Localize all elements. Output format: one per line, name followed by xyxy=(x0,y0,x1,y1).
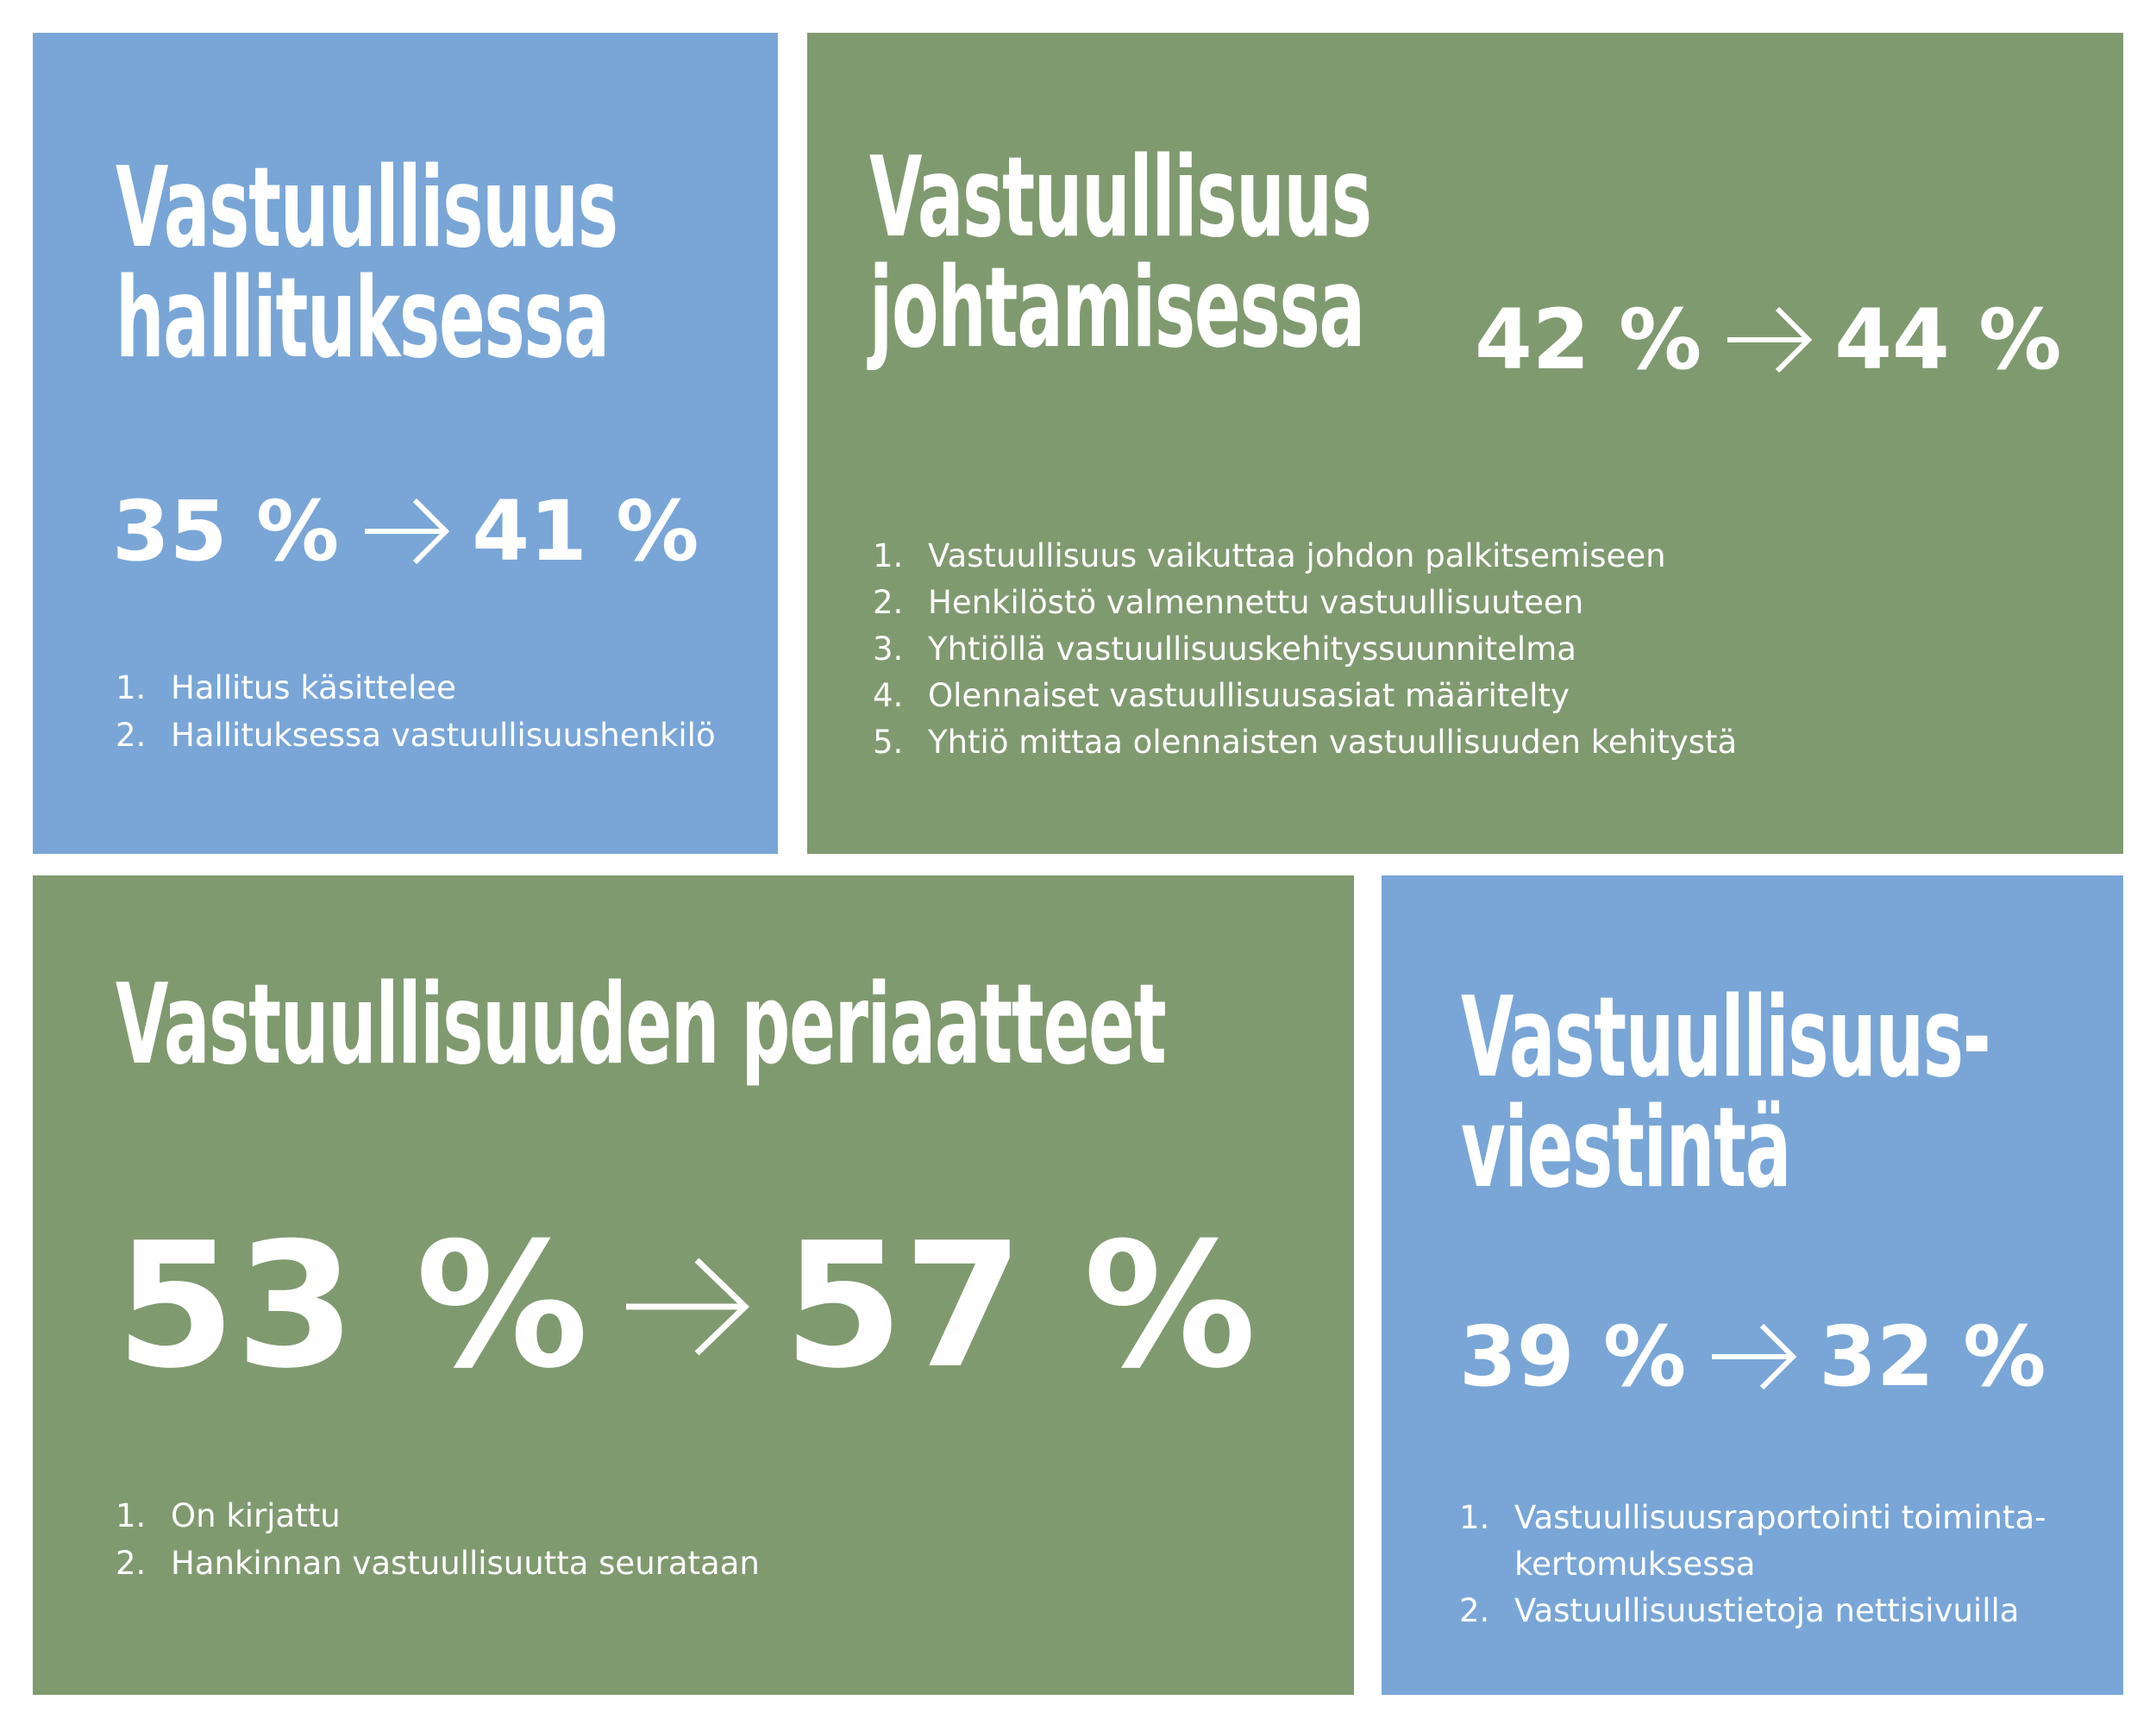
list-text-line: kertomuksessa xyxy=(1514,1546,1756,1583)
panel-principles-stat xyxy=(116,1206,1257,1407)
list-number: 2. xyxy=(1459,1592,1490,1629)
title-line: hallituksessa xyxy=(116,254,609,383)
panel-principles xyxy=(33,875,1354,1695)
list-text xyxy=(1514,1495,2046,1588)
panel-board xyxy=(33,33,778,854)
list-number: 1. xyxy=(116,1497,147,1534)
list-text: Vastuullisuus vaikuttaa johdon palkitsemiseen xyxy=(928,537,1666,574)
list-number: 1. xyxy=(873,537,904,574)
panel-board-title xyxy=(116,144,617,383)
panel-communication-list xyxy=(1459,1495,2046,1634)
title-line: Vastuullisuuden periaatteet xyxy=(116,961,1166,1089)
list-item xyxy=(873,719,1737,766)
list-item xyxy=(873,626,1737,673)
list-number: 2. xyxy=(873,584,904,621)
list-number: 4. xyxy=(873,677,904,714)
list-text: Yhtiöllä vastuullisuuskehityssuunnitelma xyxy=(928,630,1576,668)
list-text: On kirjattu xyxy=(171,1497,341,1534)
list-item xyxy=(116,664,716,712)
title-line: viestintä xyxy=(1461,1084,1790,1213)
stat-from: 35 % xyxy=(112,483,340,580)
title-line: johtamisessa xyxy=(869,244,1364,373)
stat-to: 44 % xyxy=(1834,292,2062,388)
panel-principles-title xyxy=(116,961,1166,1089)
list-item xyxy=(873,533,1737,580)
arrow-right-icon xyxy=(361,497,453,566)
list-item xyxy=(873,580,1737,626)
list-number: 2. xyxy=(116,1545,147,1582)
panel-management xyxy=(807,33,2123,854)
arrow-right-icon xyxy=(623,1255,752,1358)
arrow-right-icon xyxy=(1724,305,1815,374)
list-text: Olennaiset vastuullisuusasiat määritelty xyxy=(928,677,1570,714)
list-item xyxy=(873,673,1737,719)
panel-communication xyxy=(1382,875,2123,1695)
list-item xyxy=(1459,1588,2046,1634)
stat-to: 57 % xyxy=(783,1206,1257,1407)
title-line: Vastuullisuus- xyxy=(1461,974,1990,1102)
list-text: Yhtiö mittaa olennaisten vastuullisuuden kehitystä xyxy=(928,724,1738,761)
list-text-line: Vastuullisuusraportointi toiminta- xyxy=(1514,1499,2046,1536)
panel-management-list xyxy=(873,533,1737,766)
panel-principles-list xyxy=(116,1492,760,1587)
list-text: Hallitus käsittelee xyxy=(171,669,456,706)
stat-from: 39 % xyxy=(1459,1308,1687,1405)
title-line: Vastuullisuus xyxy=(869,134,1371,262)
list-number: 5. xyxy=(873,724,904,761)
title-line: Vastuullisuus xyxy=(116,144,617,273)
arrow-right-icon xyxy=(1708,1322,1800,1391)
list-text: Hankinnan vastuullisuutta seurataan xyxy=(171,1545,760,1582)
panel-management-title xyxy=(869,134,1371,373)
panel-management-stat xyxy=(1475,292,2062,388)
stat-to: 41 % xyxy=(472,483,699,580)
list-text: Henkilöstö valmennettu vastuullisuuteen xyxy=(928,584,1584,621)
panel-communication-stat xyxy=(1459,1308,2046,1405)
stat-from: 53 % xyxy=(116,1206,589,1407)
panel-board-stat xyxy=(112,483,699,580)
list-item xyxy=(116,1492,760,1540)
stat-to: 32 % xyxy=(1819,1308,2046,1405)
list-item xyxy=(1459,1495,2046,1588)
list-number: 3. xyxy=(873,630,904,668)
list-number: 1. xyxy=(1459,1499,1490,1536)
panel-communication-title xyxy=(1461,974,1990,1213)
list-item xyxy=(116,1540,760,1587)
list-number: 2. xyxy=(116,717,147,754)
list-text: Hallituksessa vastuullisuushenkilö xyxy=(171,717,716,754)
panel-board-list xyxy=(116,664,716,759)
list-item xyxy=(116,712,716,759)
list-number: 1. xyxy=(116,669,147,706)
list-text: Vastuullisuustietoja nettisivuilla xyxy=(1514,1592,2020,1629)
stat-from: 42 % xyxy=(1475,292,1702,388)
